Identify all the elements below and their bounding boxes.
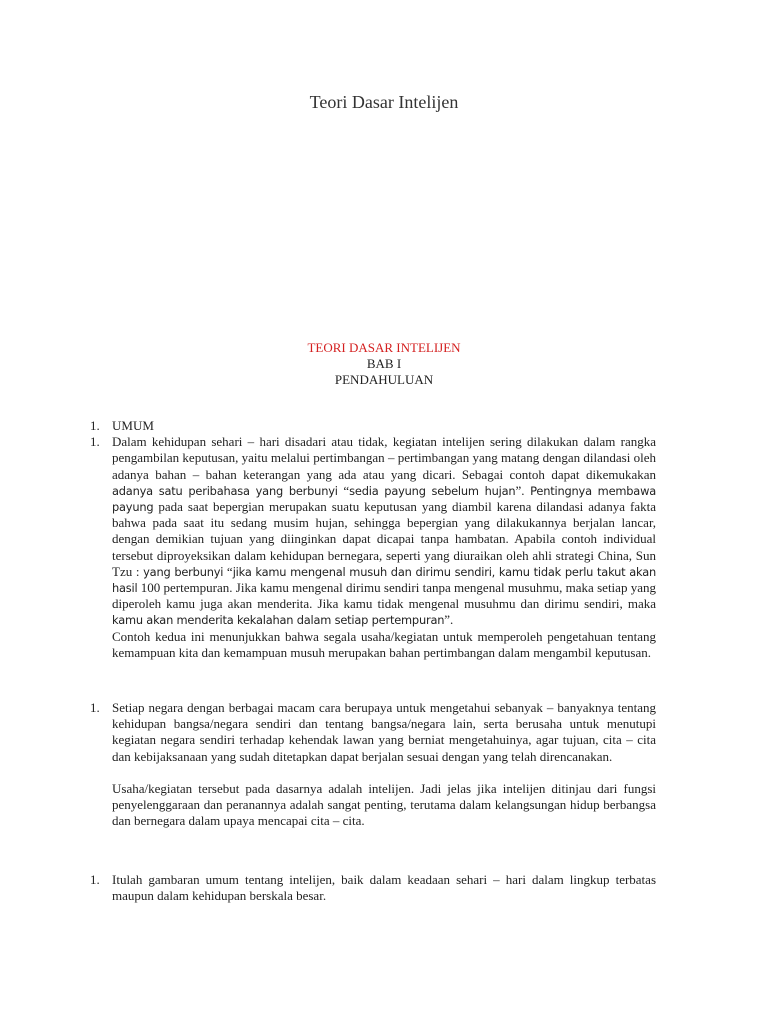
annotated-text: kamu akan menderita kekalahan dalam setiap pertempuran [112,613,445,628]
annotated-text: jika kamu mengenal musuh dan dirimu sendiri, kamu tidak perlu takut akan hasil [112,564,657,596]
heading-main-title: TEORI DASAR INTELIJEN [307,340,461,355]
paragraph: Setiap negara dengan berbagai macam cara berupaya untuk mengetahui sebanyak – banyaknya tentang kehidupan bangsa/negara sendiri dan tentang bangsa/negara lain, serta berusaha untuk menutupi kegiatan negara sendiri terhadap kehendak lawan yang berniat mengetahuinya, agar tujuan, cita – cita dan kebijaksanaan yang sudah ditetapkan dapat berjalan sesuai dengan yang telah direncanakan. [112,700,656,764]
section-umum [90,418,656,661]
text-run: “ [337,482,350,498]
list-item-body [112,434,656,661]
list-number: 1. [90,872,100,887]
list-item-body [112,700,656,829]
section-item-3 [90,872,656,904]
text-run: ”. [444,612,454,628]
annotated-text: adanya satu peribahasa yang berbunyi [112,483,338,498]
text-run: 100 pertempuran. Jika kamu mengenal dirimu sendiri tanpa mengenal musuhmu, maka setiap yang diperoleh kamu juga akan menderita. Jika kamu tidak mengenal musuhmu dan dirimu sendiri, maka [112,580,656,612]
text-run: Dalam kehidupan sehari – hari disadari atau tidak, kegiatan intelijen sering dilakukan dalam rangka pengambilan keputusan, yaitu melalui pertimbangan – pertimbangan yang matang dengan dilandasi oleh adanya bahan – bahan keterangan yang ada atau yang dicari. Sebagai contoh dapat dikemukakan [112,434,656,482]
section-item-2 [90,700,656,829]
annotated-text: Pentingnya membawa payung [112,483,656,515]
chapter-heading [0,340,768,388]
list-item [90,434,656,661]
list-number: 1. [90,434,100,450]
list-item [90,700,656,829]
heading-chapter-name: PENDAHULUAN [334,372,434,387]
text-run: pada saat bepergian merupakan suatu keputusan yang diambil karena dilandasi adanya fakta bahwa pada saat itu sedang musim hujan, sehingga bepergian yang dilakukannya berjalan lancar, dengan demikian tujuan yang diinginkan dapat dicapai tanpa hambatan. Apabila contoh individual tersebut diproyeksikan dalam kehidupan bernegara, seperti yang diuraikan oleh ahli strategi China, Sun Tzu : [112,499,656,579]
list-number: 1. [90,700,100,715]
text-run: ”. [515,482,531,498]
document-title: Teori Dasar Intelijen [309,92,459,112]
list-item [90,872,656,904]
paragraph [112,434,656,628]
paragraph: Contoh kedua ini menunjukkan bahwa segala usaha/kegiatan untuk memperoleh pengetahuan tentang kemampuan kita dan kemampuan musuh merupakan bahan pertimbangan dalam mengambil keputusan. [112,628,656,660]
paragraph: Itulah gambaran umum tentang intelijen, baik dalam keadaan sehari – hari dalam lingkup terbatas maupun dalam kehidupan berskala besar. [112,872,656,904]
annotated-text: yang berbunyi [143,564,224,579]
text-run: “ [223,563,233,579]
list-number: 1. [90,418,100,433]
section-label: UMUM [112,418,154,433]
paragraph: Usaha/kegiatan tersebut pada dasarnya adalah intelijen. Jadi jelas jika intelijen ditinjau dari fungsi penyelenggaraan dan peranannya adalah sangat penting, terutama dalam kelangsungan hidup berbangsa dan bernegara dalam upaya mencapai cita – cita. [112,780,656,829]
annotated-text: sedia payung sebelum hujan [349,483,516,498]
heading-chapter-number: BAB I [366,356,402,371]
list-item [90,418,656,434]
